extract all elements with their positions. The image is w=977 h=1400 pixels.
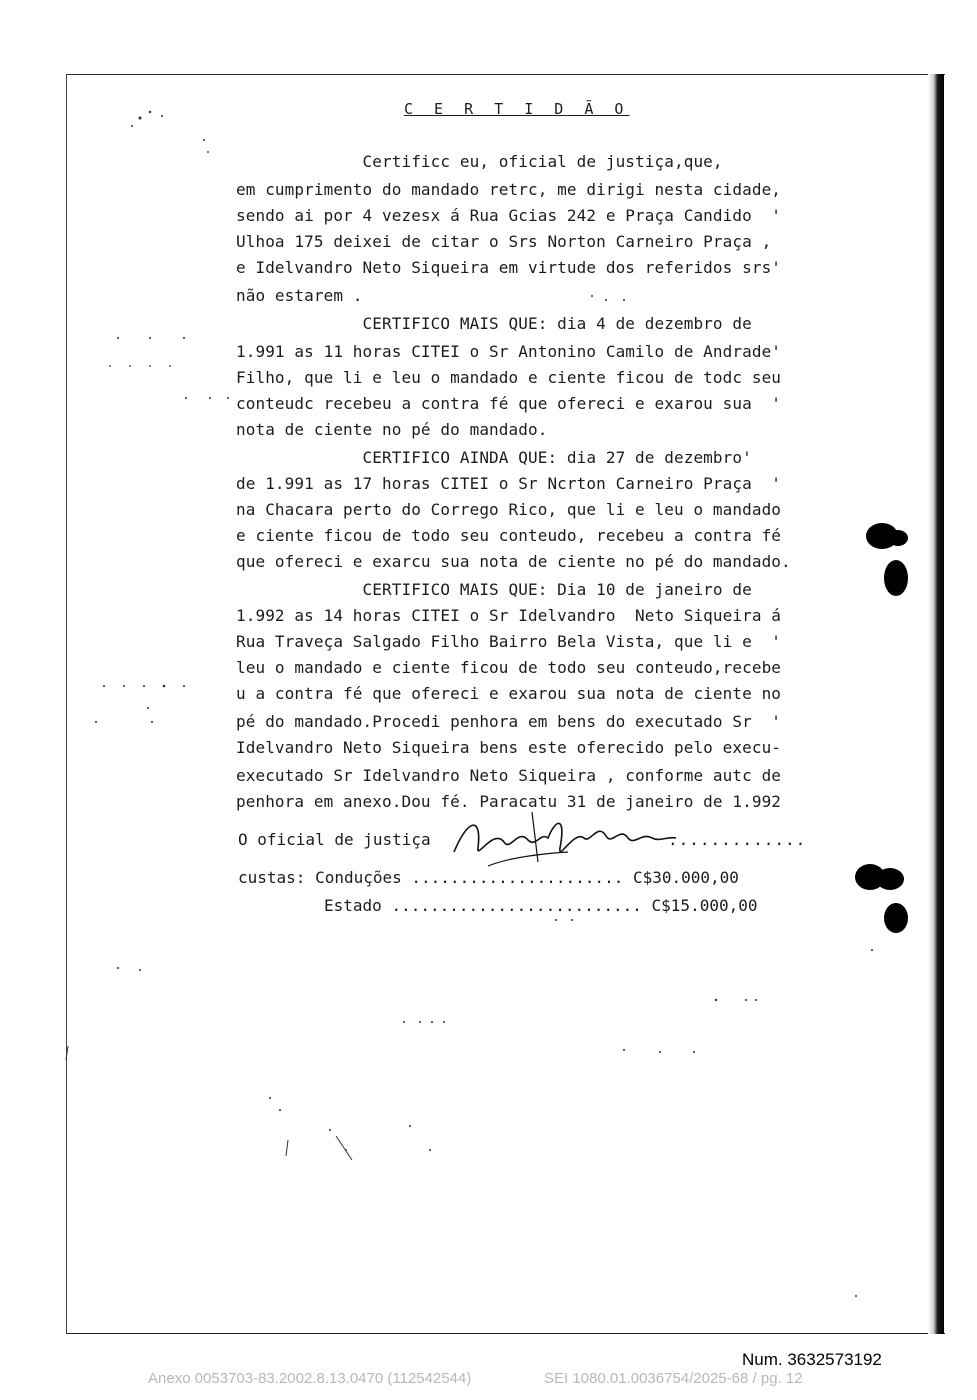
costs-conducoes-label: custas: Conduções <box>238 868 402 887</box>
costs-estado-row <box>324 896 758 915</box>
handwritten-signature <box>448 808 688 870</box>
costs-leader: .......................... <box>391 896 642 915</box>
certificate-line: Idelvandro Neto Siqueira bens este oferecido pelo execu- <box>236 738 782 757</box>
ink-blot-mark <box>860 518 910 600</box>
document-title: C E R T I D Ã O <box>404 100 630 118</box>
certificate-line: executado Sr Idelvandro Neto Siqueira , conforme autc de <box>236 766 782 785</box>
certificate-line: penhora em anexo.Dou fé. Paracatu 31 de janeiro de 1.992 <box>236 792 782 811</box>
certificate-line: em cumprimento do mandado retrc, me dirigi nesta cidade, <box>236 180 782 199</box>
certificate-line: Ulhoa 175 deixei de citar o Srs Norton Carneiro Praça , <box>236 232 772 251</box>
certificate-line: 1.992 as 14 horas CITEI o Sr Idelvandro Neto Siqueira á <box>236 606 782 625</box>
costs-estado-label: Estado <box>324 896 382 915</box>
certificate-line: na Chacara perto do Corrego Rico, que li e leu o mandado <box>236 500 782 519</box>
sei-reference: SEI 1080.01.0036754/2025-68 / pg. 12 <box>544 1370 803 1387</box>
scan-edge-shadow <box>928 74 944 1334</box>
certificate-line: Rua Traveça Salgado Filho Bairro Bela Vista, que li e ' <box>236 632 782 651</box>
certificate-line: não estarem . <box>236 286 363 305</box>
certificate-line: leu o mandado e ciente ficou de todo seu conteudo,recebe <box>236 658 782 677</box>
signature-label: O oficial de justiça <box>238 830 431 849</box>
certificate-line: e ciente ficou de todo seu conteudo, recebeu a contra fé <box>236 526 782 545</box>
anexo-reference: Anexo 0053703-83.2002.8.13.0470 (112542544) <box>148 1370 472 1387</box>
certificate-line: 1.991 as 11 horas CITEI o Sr Antonino Camilo de Andrade' <box>236 342 782 361</box>
certificate-line: nota de ciente no pé do mandado. <box>236 420 548 439</box>
certificate-line: u a contra fé que ofereci e exarou sua nota de ciente no <box>236 684 782 703</box>
certificate-line: que ofereci e exarcu sua nota de ciente no pé do mandado. <box>236 552 791 571</box>
costs-conducoes-row <box>238 868 739 887</box>
signature-dot-leader: ............. <box>668 830 807 849</box>
certificate-line: conteudc recebeu a contra fé que ofereci e exarou sua ' <box>236 394 782 413</box>
certificate-line: de 1.991 as 17 horas CITEI o Sr Ncrton Carneiro Praça ' <box>236 474 782 493</box>
certificate-line: CERTIFICO MAIS QUE: dia 4 de dezembro de <box>236 314 752 333</box>
ink-blot-mark <box>852 860 912 940</box>
costs-estado-value: C$15.000,00 <box>651 896 758 915</box>
certificate-line: pé do mandado.Procedi penhora em bens do executado Sr ' <box>236 712 782 731</box>
certificate-line: e Idelvandro Neto Siqueira em virtude dos referidos srs' <box>236 258 782 277</box>
certificate-line: CERTIFICO MAIS QUE: Dia 10 de janeiro de <box>236 580 752 599</box>
costs-leader: ...................... <box>411 868 624 887</box>
document-number: Num. 3632573192 <box>742 1350 882 1369</box>
certificate-line: Certificc eu, oficial de justiça,que, <box>236 152 723 171</box>
certificate-line: sendo ai por 4 vezesx á Rua Gcias 242 e Praça Candido ' <box>236 206 782 225</box>
certificate-line: Filho, que li e leu o mandado e ciente ficou de todc seu <box>236 368 782 387</box>
costs-conducoes-value: C$30.000,00 <box>632 868 739 887</box>
certificate-line: CERTIFICO AINDA QUE: dia 27 de dezembro' <box>236 448 752 467</box>
